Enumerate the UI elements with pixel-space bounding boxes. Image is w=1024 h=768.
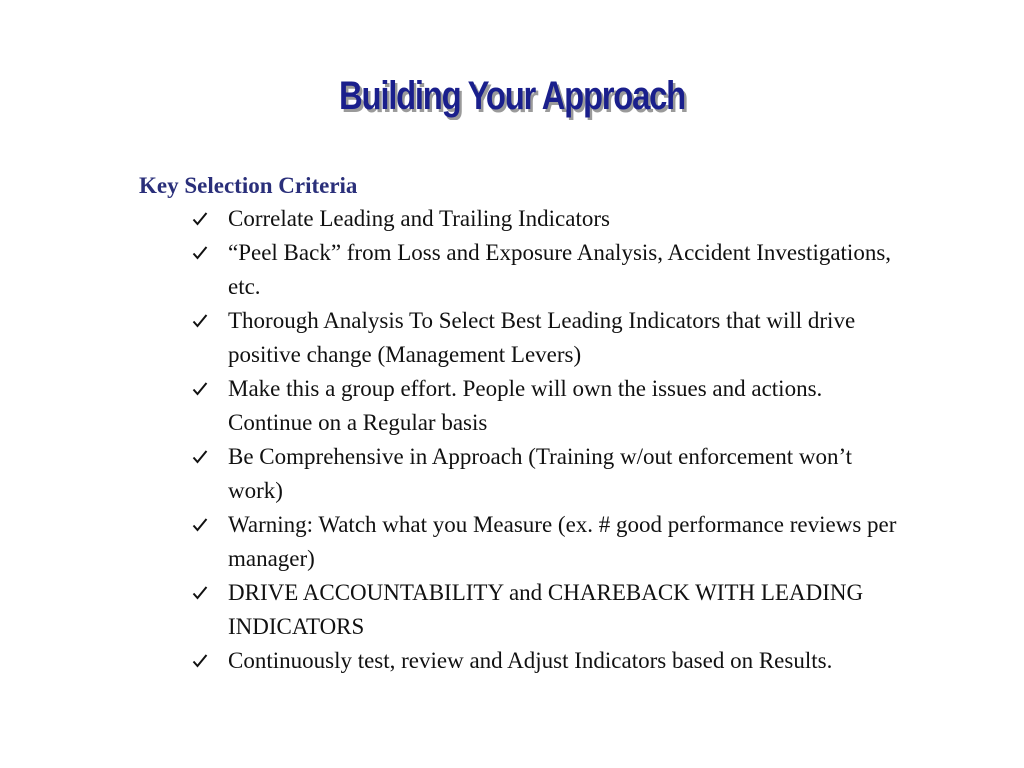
- list-item: [139, 372, 899, 440]
- list-item: [139, 576, 899, 644]
- slide-content: [139, 170, 899, 678]
- list-item-text: Correlate Leading and Trailing Indicators: [228, 206, 610, 231]
- list-item-text: DRIVE ACCOUNTABILITY and CHAREBACK WITH LEADING INDICATORS: [228, 580, 864, 639]
- list-item-text: Warning: Watch what you Measure (ex. # good performance reviews per manager): [228, 512, 897, 571]
- list-item: [139, 644, 899, 678]
- list-item-text: “Peel Back” from Loss and Exposure Analysis, Accident Investigations, etc.: [228, 240, 892, 299]
- slide-title: Building Your Approach: [339, 74, 685, 118]
- checkmark-icon: [190, 202, 210, 236]
- list-item-text: Be Comprehensive in Approach (Training w/out enforcement won’t work): [228, 444, 853, 503]
- criteria-list: [139, 202, 899, 678]
- checkmark-icon: [190, 304, 210, 338]
- checkmark-icon: [190, 236, 210, 270]
- checkmark-icon: [190, 508, 210, 542]
- list-item-text: Make this a group effort. People will own the issues and actions. Continue on a Regular basis: [228, 376, 823, 435]
- section-subheading: Key Selection Criteria: [139, 173, 358, 198]
- list-item: [139, 508, 899, 576]
- list-item: [139, 440, 899, 508]
- list-item-text: Continuously test, review and Adjust Indicators based on Results.: [228, 648, 833, 673]
- list-item: [139, 202, 899, 236]
- checkmark-icon: [190, 372, 210, 406]
- list-item-text: Thorough Analysis To Select Best Leading Indicators that will drive positive change (Management Levers): [228, 308, 856, 367]
- checkmark-icon: [190, 440, 210, 474]
- list-item: [139, 236, 899, 304]
- checkmark-icon: [190, 576, 210, 610]
- list-item: [139, 304, 899, 372]
- checkmark-icon: [190, 644, 210, 678]
